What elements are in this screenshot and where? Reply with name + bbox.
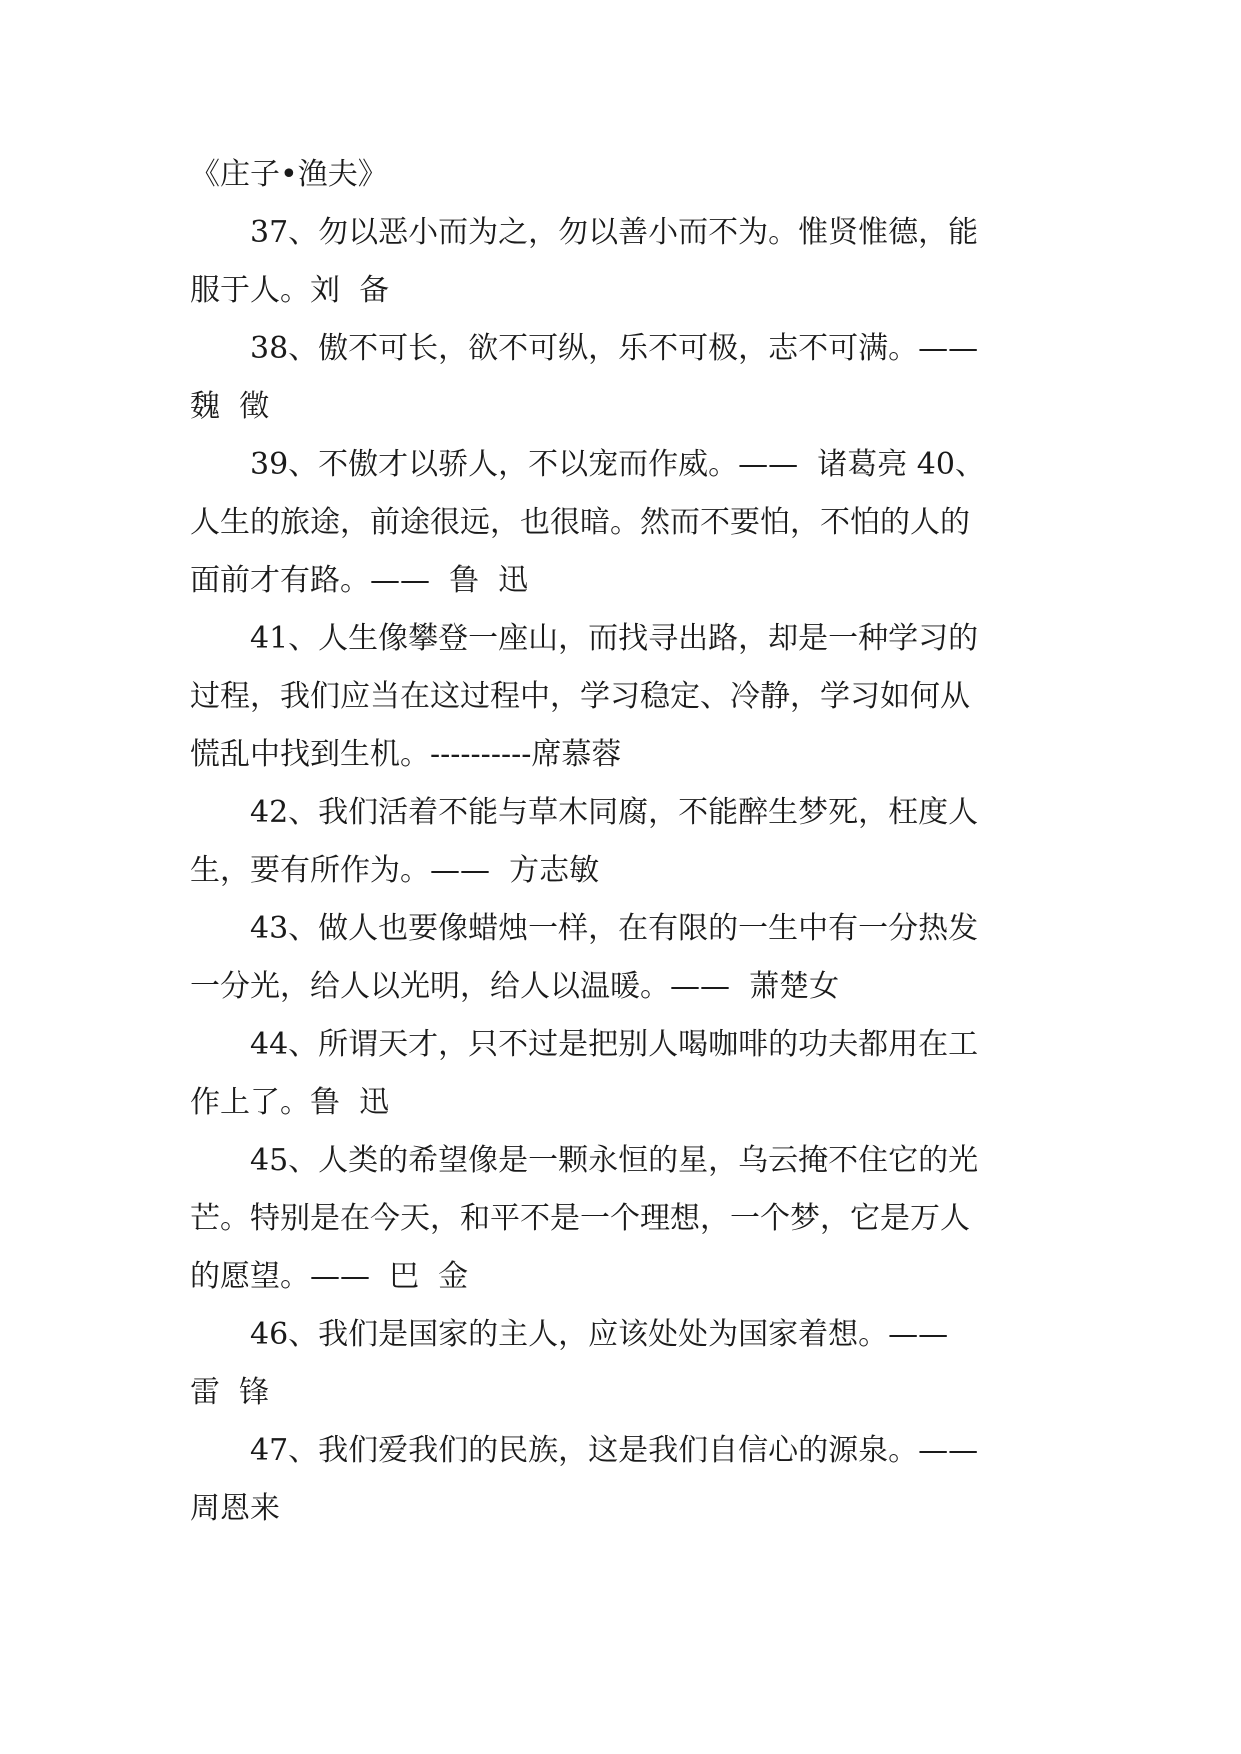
quote-43-line-2: 一分光，给人以光明，给人以温暖。—— 萧楚女 xyxy=(190,969,840,1004)
source-line: 《庄子•渔夫》 xyxy=(190,157,388,192)
quote-46-line-2: 雷 锋 xyxy=(190,1375,270,1410)
quote-47-line-2: 周恩来 xyxy=(190,1491,280,1526)
quote-41-line-2: 过程，我们应当在这过程中，学习稳定、冷静，学习如何从 xyxy=(190,679,970,714)
quote-42-line-1: 42、我们活着不能与草木同腐，不能醉生梦死，枉度人 xyxy=(250,795,979,830)
quote-39-line-1: 39、不傲才以骄人，不以宠而作威。—— 诸葛亮 40、 xyxy=(250,447,985,482)
quote-42-line-2: 生，要有所作为。—— 方志敏 xyxy=(190,853,600,888)
quote-38-line-2: 魏 徵 xyxy=(190,389,270,424)
quote-44-line-2: 作上了。鲁 迅 xyxy=(190,1085,390,1120)
quote-38-line-1: 38、傲不可长，欲不可纵，乐不可极，志不可满。—— xyxy=(250,331,979,366)
quote-45-line-3: 的愿望。—— 巴 金 xyxy=(190,1259,469,1294)
quote-41-line-1: 41、人生像攀登一座山，而找寻出路，却是一种学习的 xyxy=(250,621,979,656)
quote-46-line-1: 46、我们是国家的主人，应该处处为国家着想。—— xyxy=(250,1317,949,1352)
quote-37-line-1: 37、勿以恶小而为之，勿以善小而不为。惟贤惟德，能 xyxy=(250,215,979,250)
quote-47-line-1: 47、我们爱我们的民族，这是我们自信心的源泉。—— xyxy=(250,1433,979,1468)
quote-43-line-1: 43、做人也要像蜡烛一样，在有限的一生中有一分热发 xyxy=(250,911,979,946)
quote-45-line-2: 芒。特别是在今天，和平不是一个理想，一个梦，它是万人 xyxy=(190,1201,970,1236)
quote-40-line-1: 人生的旅途，前途很远，也很暗。然而不要怕，不怕的人的 xyxy=(190,505,970,540)
quote-37-line-2: 服于人。刘 备 xyxy=(190,273,390,308)
quote-45-line-1: 45、人类的希望像是一颗永恒的星，乌云掩不住它的光 xyxy=(250,1143,979,1178)
quote-40-line-2: 面前才有路。—— 鲁 迅 xyxy=(190,563,529,598)
quote-44-line-1: 44、所谓天才，只不过是把别人喝咖啡的功夫都用在工 xyxy=(250,1027,979,1062)
quote-41-line-3: 慌乱中找到生机。----------席慕蓉 xyxy=(190,737,622,772)
